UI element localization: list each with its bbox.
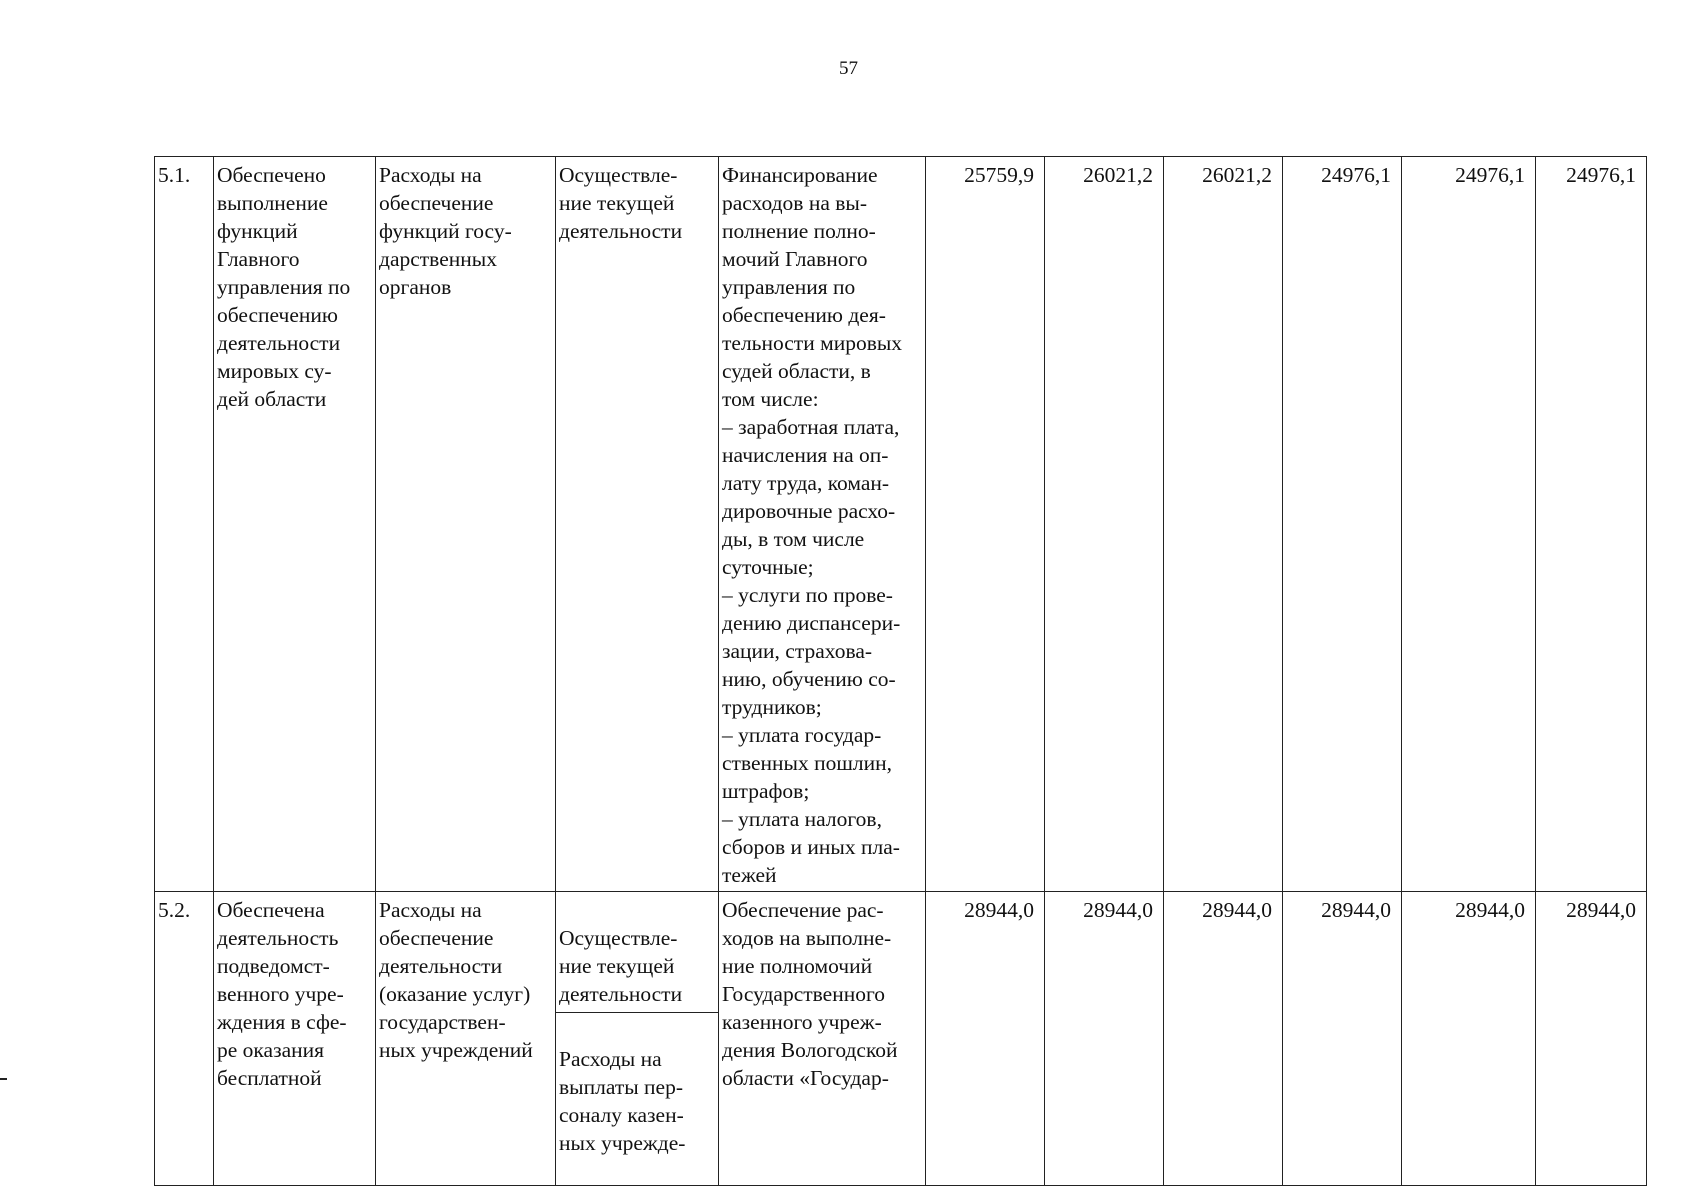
budget-table [154,156,1647,1186]
value-cell: 25759,9 [926,157,1045,892]
expense-type-cell: Расходы на обеспечение функций госу- дарственных органов [376,157,556,892]
scan-edge-mark [0,1078,7,1080]
value-cell: 28944,0 [1536,892,1647,1186]
table-row [155,157,1647,892]
table-row [155,892,1647,1186]
row-number: 5.2. [155,892,214,1186]
result-cell: Обеспечена деятельность подведомст- венного учре- ждения в сфе- ре оказания бесплатной [214,892,376,1186]
activity-top-text: Осуществле- ние текущей деятельности [556,920,718,1013]
value-cell: 26021,2 [1164,157,1283,892]
description-cell: Обеспечение рас- ходов на выполне- ние полномочий Государственного казенного учреж- дения Вологодской области «Государ- [719,892,926,1186]
activity-bottom-text: Расходы на выплаты пер- соналу казен- ных учрежде- [559,1047,686,1155]
activity-cell: Осуществле- ние текущей деятельности [556,157,719,892]
value-cell: 28944,0 [926,892,1045,1186]
value-cell: 28944,0 [1402,892,1536,1186]
value-cell: 26021,2 [1045,157,1164,892]
value-cell: 28944,0 [1045,892,1164,1186]
value-cell: 28944,0 [1164,892,1283,1186]
page-number: 57 [839,58,858,79]
value-cell: 24976,1 [1283,157,1402,892]
value-cell: 24976,1 [1402,157,1536,892]
value-cell: 24976,1 [1536,157,1647,892]
description-cell: Финансирование расходов на вы- полнение полно- мочий Главного управления по обеспечению дея- тельности мировых судей области, в том числе: – заработная плата, начисления на оп- лату труда, коман- дировочные расхо- ды, в том числе суточные; – услуги по прове- дению диспансери- зации, страхова- нию, обучению со- трудников; – уплата государ- ственных пошлин, штрафов; – уплата налогов, сборов и иных пла- тежей [719,157,926,892]
row-number: 5.1. [155,157,214,892]
result-cell: Обеспечено выполнение функций Главного управления по обеспечению деятельности мировых су- дей области [214,157,376,892]
activity-cell [556,892,719,1186]
expense-type-cell: Расходы на обеспечение деятельности (оказание услуг) государствен- ных учреждений [376,892,556,1186]
value-cell: 28944,0 [1283,892,1402,1186]
